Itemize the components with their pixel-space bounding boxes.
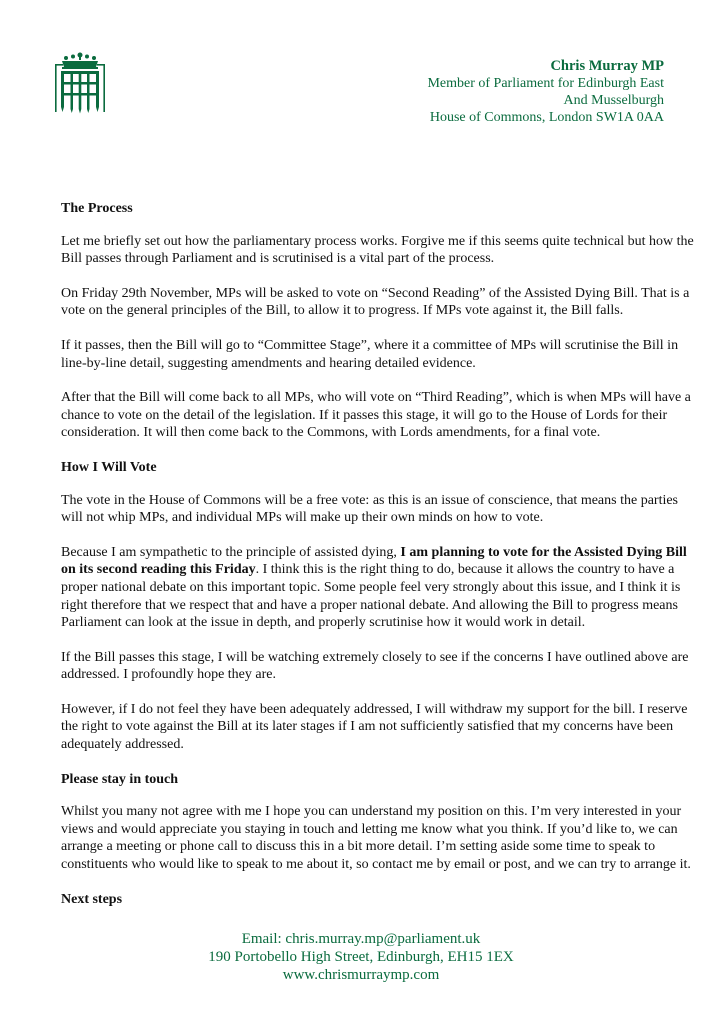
heading-how-i-will-vote: How I Will Vote xyxy=(61,459,157,475)
constituency-line-2: And Musselburgh xyxy=(563,93,664,108)
letterhead xyxy=(427,58,664,126)
constituency-line: Member of Parliament for Edinburgh East xyxy=(427,76,664,91)
footer-email[interactable]: Email: chris.murray.mp@parliament.uk xyxy=(241,931,481,947)
footer-address: 190 Portobello High Street, Edinburgh, EH15 1EX xyxy=(208,949,514,965)
paragraph: After that the Bill will come back to all MPs, who will vote on “Third Reading”, which is when MPs will have a chance to vote on the detail of the legislation. If it passes this stage, it will go to the House of Lords for their consideration. It will then come back to the Commons, with Lords amendments, for a final vote. xyxy=(61,390,691,441)
paragraph-vote-intention xyxy=(61,544,701,632)
footer-website[interactable]: www.chrismurraymp.com xyxy=(282,967,440,983)
paragraph: Whilst you many not agree with me I hope you can understand my position on this. I’m very interested in your views and would appreciate you staying in touch and letting me know what you think. If you’d like to, we can arrange a meeting or phone call to discuss this in a bit more detail. I’m setting aside some time to speak to constituents who would like to speak to me about it, so contact me by email or post, and we can try to arrange it. xyxy=(61,804,691,873)
office-address: House of Commons, London SW1A 0AA xyxy=(429,110,664,125)
heading-stay-in-touch: Please stay in touch xyxy=(61,771,179,787)
paragraph: On Friday 29th November, MPs will be asked to vote on “Second Reading” of the Assisted Dying Bill. That is a vote on the general principles of the Bill, to allow it to progress. If MPs vote against it, the Bill falls. xyxy=(61,285,690,319)
heading-the-process: The Process xyxy=(61,201,133,216)
paragraph: Let me briefly set out how the parliamentary process works. Forgive me if this seems quite technical but how the Bill passes through Parliament and is scrutinised is a vital part of the process. xyxy=(61,233,694,267)
text-run: Because I am sympathetic to the principle of assisted dying, xyxy=(61,544,401,560)
mp-name: Chris Murray MP xyxy=(550,58,664,74)
paragraph: If the Bill passes this stage, I will be watching extremely closely to see if the concerns I have outlined above are addressed. I profoundly hope they are. xyxy=(61,649,689,683)
paragraph: However, if I do not feel they have been adequately addressed, I will withdraw my support for the bill. I reserve the right to vote against the Bill at its later stages if I am not sufficiently satisfied that my concerns have been adequately addressed. xyxy=(61,701,688,753)
heading-next-steps: Next steps xyxy=(61,891,123,907)
letter-body xyxy=(61,200,701,923)
bold-text-run: I am planning to vote for the Assisted Dying Bill on its second reading this Friday xyxy=(61,544,687,578)
paragraph: If it passes, then the Bill will go to “Committee Stage”, where it a committee of MPs will scrutinise the Bill in line-by-line detail, suggesting amendments and hearing detailed evidence. xyxy=(61,337,679,371)
portcullis-icon xyxy=(52,52,108,114)
letter-footer xyxy=(0,930,722,984)
text-run: . I think this is the right thing to do, because it allows the country to have a proper national debate on this important topic. Some people feel very strongly about this issue, and I think it is right therefore that we respect that and have a proper national debate. And allowing the Bill to progress means Parliament can look at the issue in depth, and properly scrutinise how it would work in detail. xyxy=(61,562,681,631)
paragraph: The vote in the House of Commons will be a free vote: as this is an issue of conscience, that means the parties will not whip MPs, and individual MPs will make up their own minds on how to vote. xyxy=(61,492,679,526)
